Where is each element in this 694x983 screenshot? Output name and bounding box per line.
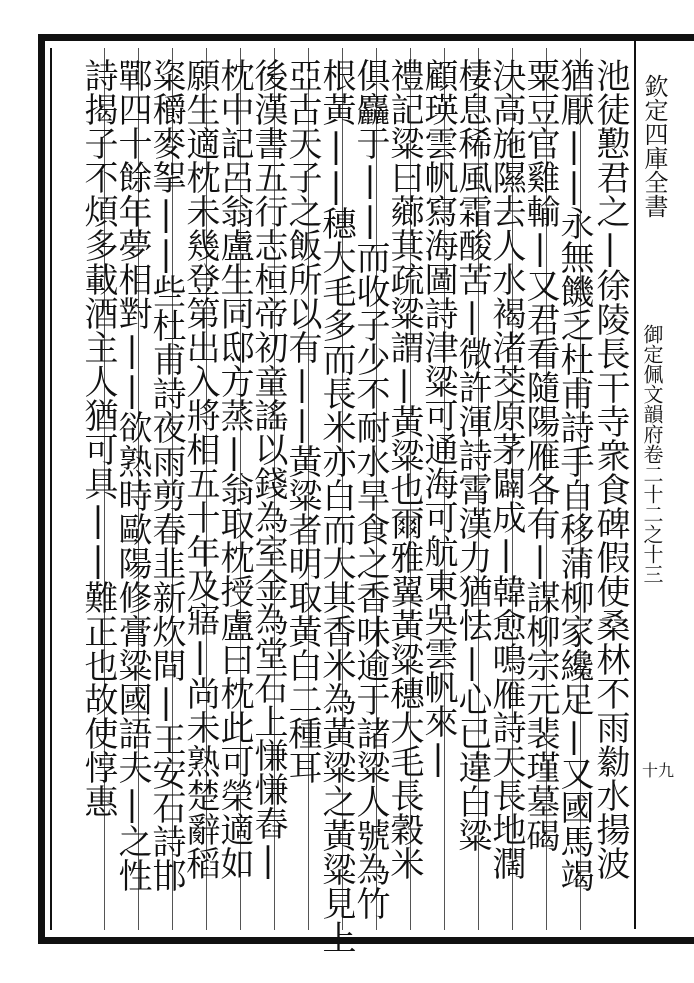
text-column-16: 詩揭子不煩多載酒主人猶可具||難正也故使惇惠 xyxy=(78,58,118,818)
text-column-6: 顧瑛雲帆寫海圖詩津粱可通海可航東吳雲帆來| xyxy=(418,58,458,778)
volume-label: 卷二十二之十三 xyxy=(640,444,664,584)
text-column-8: 俱麤于||而收子少不耐水旱食之香味逾于諸粱人號為竹 xyxy=(350,58,390,920)
library-title: 欽定四庫全書 xyxy=(640,74,668,218)
text-column-13: 願生適枕未幾登第出入將相五十年及寤|尚未熟楚辭稻 xyxy=(180,58,220,880)
page-number: 十九 xyxy=(642,761,675,780)
text-column-12: 枕中記呂翁盧生同邸方蒸|翁取枕授盧曰枕此可榮適如 xyxy=(214,58,254,880)
text-column-11: 後漢書五行志桓帝初童謠以錢為室金為堂石上慊慊舂| xyxy=(248,58,288,880)
book-title-and-volume xyxy=(640,324,664,584)
text-column-5: 棲息稀風霜酸苦|微許渾詩霄漢力猶怯|心已違白粱 xyxy=(452,58,492,852)
inner-border-rule xyxy=(50,48,52,930)
text-column-1: 池徒懃君之|徐陵長干寺衆食碑假使桑林不雨勬水揚波 xyxy=(590,58,630,880)
text-column-14: 粢穱麥挐||些杜甫詩夜雨剪春韭新炊間|王安石詩邯 xyxy=(146,58,186,892)
text-column-3: 粟豆官雞輸|又君看隨陽雁各有|謀柳宗元裴瑾墓碣 xyxy=(520,58,560,852)
text-column-9: 根黃||穗大毛多而長米亦白而大其香米為黃粱之黃粱見上 xyxy=(316,58,356,954)
text-column-15: 鄲四十餘年夢相對||欲熟時歐陽修膏粱國語夫|之性 xyxy=(112,58,152,892)
text-column-7: 禮記粱曰薌萁疏粱謂|黃粱也爾雅翼黃粱穗大毛長穀米 xyxy=(384,58,424,880)
text-column-4: 決高施隰去人水褐渚茭原茅闢成|韓愈鳴雁詩天長地濶 xyxy=(486,58,526,880)
text-column-10: 亞古天子之飯所以有||黃粱者明取黃白二種耳 xyxy=(282,58,322,784)
book-title: 御定佩文韻府 xyxy=(640,324,664,444)
text-column-2: 猶厭||永無饑乏杜甫詩手自移蒲柳家纔足|又國馬竭 xyxy=(554,58,594,892)
